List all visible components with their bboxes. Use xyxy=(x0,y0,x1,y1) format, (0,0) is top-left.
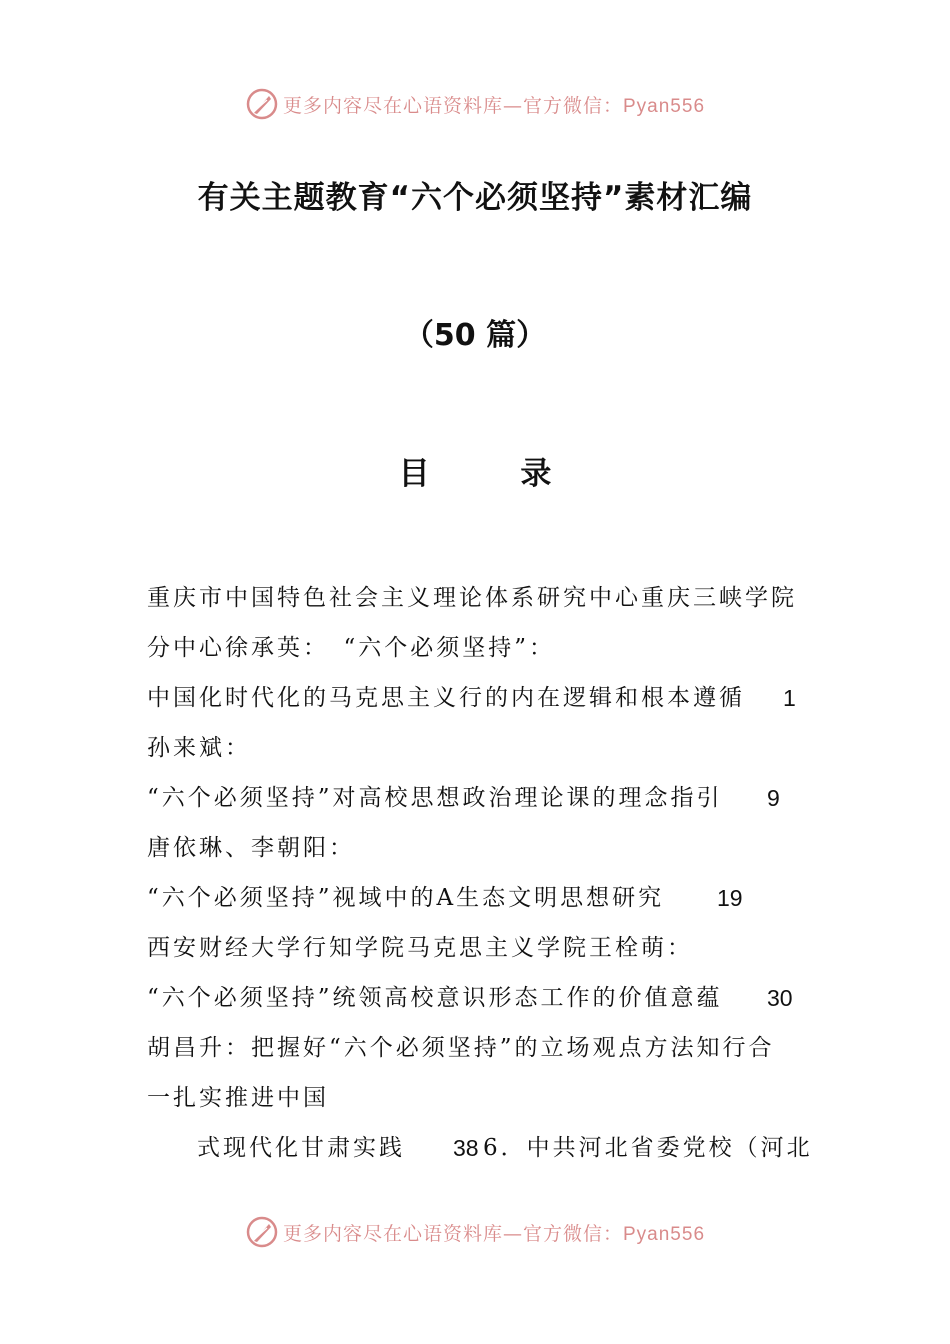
toc-page-number: 9 xyxy=(767,785,780,811)
toc-line: 西安财经大学行知学院马克思主义学院王栓萌： xyxy=(147,935,693,961)
toc-page-number: 30 xyxy=(767,985,793,1011)
document-title: 有关主题教育“六个必须坚持”素材汇编 xyxy=(197,180,753,216)
toc-next-entry-start: 6．中共河北省委党校（河北 xyxy=(483,1135,813,1161)
toc-line: 胡昌升：把握好“六个必须坚持”的立场观点方法知行合 xyxy=(147,1035,775,1061)
toc-line: 唐依琳、李朝阳： xyxy=(147,835,355,861)
toc-entry: 式现代化甘肃实践 38 6．中共河北省委党校（河北 xyxy=(197,1128,405,1168)
document-subtitle: （50 篇） xyxy=(403,318,547,353)
quill-logo-icon xyxy=(245,87,279,121)
toc-line: 一扎实推进中国 xyxy=(147,1085,329,1111)
watermark-wechat-id: Pyan556 xyxy=(623,95,706,117)
toc-entry: “六个必须坚持”视域中的A生态文明思想研究 19 xyxy=(147,878,664,918)
toc-page-number: 19 xyxy=(717,885,743,911)
watermark-text: 更多内容尽在心语资料库—官方微信：Pyan556 xyxy=(282,94,706,117)
toc-entry: 中国化时代化的马克思主义行的内在逻辑和根本遵循 1 xyxy=(147,678,745,718)
watermark-wechat-id: Pyan556 xyxy=(623,1223,706,1245)
toc-page-number: 1 xyxy=(783,685,796,711)
watermark-text: 更多内容尽在心语资料库—官方微信：Pyan556 xyxy=(282,1222,706,1245)
toc-page-number: 38 xyxy=(453,1135,479,1161)
toc-line: 分中心徐承英： “六个必须坚持”： xyxy=(147,635,556,661)
toc-entry: “六个必须坚持”统领高校意识形态工作的价值意蕴 30 xyxy=(147,978,723,1018)
toc-line: 孙来斌： xyxy=(147,735,251,761)
toc-line: 重庆市中国特色社会主义理论体系研究中心重庆三峡学院 xyxy=(147,585,797,611)
footer-watermark xyxy=(0,1212,950,1252)
toc-heading: 目 录 xyxy=(398,456,592,492)
toc-entry: “六个必须坚持”对高校思想政治理论课的理念指引 9 xyxy=(147,778,723,818)
quill-logo-icon xyxy=(245,1215,279,1249)
header-watermark xyxy=(0,84,950,124)
